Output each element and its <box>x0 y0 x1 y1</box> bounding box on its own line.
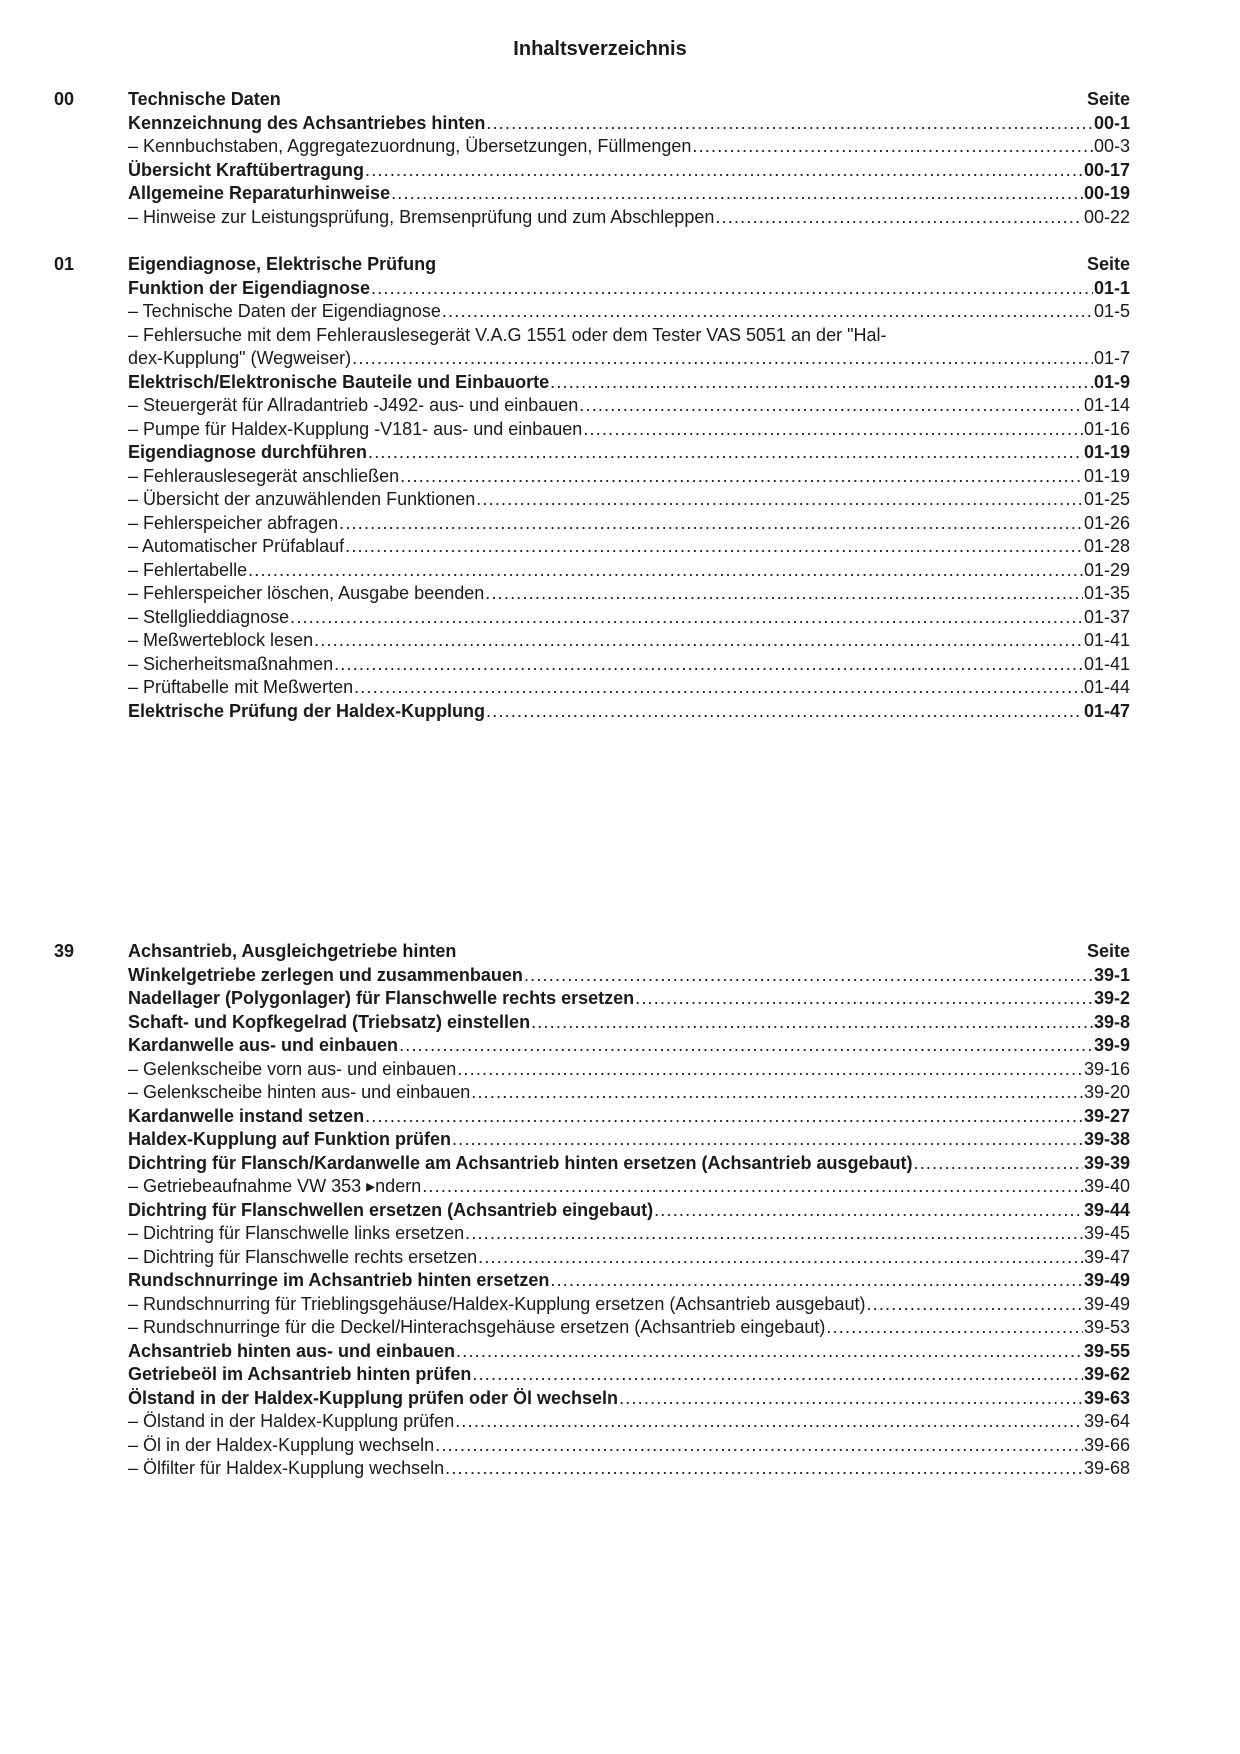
dot-leader <box>314 629 1083 653</box>
section-heading-row <box>128 253 1130 277</box>
entry-page-number: 39-16 <box>1083 1058 1130 1079</box>
entry-page-number: 00-22 <box>1083 206 1130 227</box>
entry-title: Allgemeine Reparaturhinweise <box>128 183 391 203</box>
dot-leader <box>371 277 1093 301</box>
entry-page-number: 39-64 <box>1083 1411 1130 1431</box>
toc-entry[interactable] <box>128 371 1130 395</box>
entry-title: Funktion der Eigendiagnose <box>128 277 371 298</box>
entry-title: – Übersicht der anzuwählenden Funktionen <box>128 489 476 509</box>
dot-leader <box>345 535 1083 559</box>
section-number: 39 <box>54 941 75 961</box>
entry-title: – Ölfilter für Haldex-Kupplung wechseln <box>128 1458 445 1478</box>
section-heading: Eigendiagnose, Elektrische Prüfung <box>128 254 437 274</box>
entry-page-number: 39-68 <box>1083 1458 1130 1478</box>
dot-leader <box>866 1293 1083 1317</box>
dot-leader <box>339 512 1083 536</box>
entry-title: Übersicht Kraftübertragung <box>128 159 365 180</box>
entry-page-number: 01-16 <box>1083 418 1130 439</box>
toc-entry[interactable] <box>128 676 1130 700</box>
entry-page-number: 01-44 <box>1083 677 1130 697</box>
page-column-label: Seite <box>1086 941 1130 961</box>
section-heading: Achsantrieb, Ausgleichgetriebe hinten <box>128 941 457 961</box>
toc-entry[interactable] <box>128 394 1130 418</box>
entry-title: – Technische Daten der Eigendiagnose <box>128 301 441 321</box>
dot-leader <box>400 465 1083 489</box>
dot-leader <box>524 964 1093 988</box>
entry-title: – Rundschnurringe für die Deckel/Hinterachsgehäuse ersetzen (Achsantrieb eingebaut) <box>128 1317 826 1337</box>
entry-page-number: 01-1 <box>1093 277 1130 298</box>
entry-page-number: 01-25 <box>1083 489 1130 509</box>
dot-leader <box>365 159 1083 183</box>
entry-page-number: 01-28 <box>1083 536 1130 556</box>
entry-page-number: 39-27 <box>1083 1105 1130 1126</box>
entry-page-number: 01-7 <box>1093 348 1130 368</box>
entry-title: Schaft- und Kopfkegelrad (Triebsatz) einstellen <box>128 1011 531 1032</box>
dot-leader <box>478 1246 1083 1270</box>
toc-entry[interactable] <box>128 347 1130 371</box>
entry-page-number: 01-41 <box>1083 653 1130 674</box>
entry-page-number: 39-8 <box>1093 1011 1130 1032</box>
dot-leader <box>435 1434 1083 1458</box>
toc-entry[interactable] <box>128 629 1130 653</box>
toc-entry[interactable] <box>128 1081 1130 1105</box>
entry-title: – Fehlersuche mit dem Fehlerauslesegerät V.A.G 1551 oder dem Tester VAS 5051 an der "Hal- <box>128 324 887 345</box>
dot-leader <box>485 582 1083 606</box>
entry-page-number: 01-37 <box>1083 606 1130 627</box>
page-column-label: Seite <box>1086 254 1130 274</box>
entry-page-number: 39-40 <box>1083 1176 1130 1196</box>
entry-title: – Fehlerauslesegerät anschließen <box>128 465 400 486</box>
entry-page-number: 39-20 <box>1083 1082 1130 1102</box>
entry-title: – Automatischer Prüfablauf <box>128 536 345 556</box>
dot-leader <box>654 1199 1083 1223</box>
toc-entry[interactable] <box>128 1269 1130 1293</box>
toc-entry[interactable] <box>128 1175 1130 1199</box>
entry-title: Elektrische Prüfung der Haldex-Kupplung <box>128 700 486 721</box>
toc-entry[interactable] <box>128 159 1130 183</box>
entry-page-number: 01-41 <box>1083 630 1130 650</box>
toc-entry[interactable] <box>128 1410 1130 1434</box>
entry-title: Kardanwelle instand setzen <box>128 1105 365 1126</box>
entry-title: – Gelenkscheibe hinten aus- und einbauen <box>128 1082 471 1102</box>
toc-entry[interactable] <box>128 535 1130 559</box>
dot-leader <box>442 300 1093 324</box>
entry-title: Kardanwelle aus- und einbauen <box>128 1035 399 1055</box>
entry-page-number: 39-45 <box>1083 1223 1130 1243</box>
toc-entry[interactable] <box>128 987 1130 1011</box>
toc-entry[interactable] <box>128 1222 1130 1246</box>
section-entries <box>128 940 1130 1481</box>
entry-title: – Rundschnurring für Trieblingsgehäuse/Haldex-Kupplung ersetzen (Achsantrieb ausgebaut) <box>128 1293 866 1314</box>
toc-entry[interactable] <box>128 1128 1130 1152</box>
entry-page-number: 39-55 <box>1083 1340 1130 1361</box>
entry-page-number: 01-47 <box>1083 700 1130 721</box>
toc-entry[interactable] <box>128 1316 1130 1340</box>
entry-title: – Fehlerspeicher abfragen <box>128 512 339 533</box>
entry-title: – Hinweise zur Leistungsprüfung, Bremsenprüfung und zum Abschleppen <box>128 206 715 227</box>
entry-title: – Gelenkscheibe vorn aus- und einbauen <box>128 1058 457 1079</box>
toc-entry[interactable] <box>128 465 1130 489</box>
entry-page-number: 01-9 <box>1093 371 1130 392</box>
entry-title: Achsantrieb hinten aus- und einbauen <box>128 1340 456 1361</box>
section-heading-row <box>128 88 1130 112</box>
dot-leader <box>457 1058 1083 1082</box>
dot-leader <box>914 1152 1083 1176</box>
entry-page-number: 39-62 <box>1083 1364 1130 1384</box>
entry-title: – Dichtring für Flanschwelle rechts ersetzen <box>128 1246 478 1267</box>
dot-leader <box>486 700 1083 724</box>
entry-title: Eigendiagnose durchführen <box>128 442 368 462</box>
entry-title: Dichtring für Flanschwellen ersetzen (Achsantrieb eingebaut) <box>128 1199 654 1220</box>
section-number: 01 <box>54 254 75 274</box>
entry-title: – Ölstand in der Haldex-Kupplung prüfen <box>128 1411 455 1431</box>
toc-entry[interactable] <box>128 441 1130 465</box>
dot-leader <box>619 1387 1083 1411</box>
entry-title: – Getriebeaufnahme VW 353 ▸ndern <box>128 1176 422 1196</box>
toc-entry-line[interactable] <box>128 324 1130 348</box>
entry-page-number: 00-1 <box>1093 112 1130 133</box>
toc-entry[interactable] <box>128 1105 1130 1129</box>
entry-title: – Kennbuchstaben, Aggregatezuordnung, Übersetzungen, Füllmengen <box>128 136 692 156</box>
dot-leader <box>399 1034 1093 1058</box>
dot-leader <box>452 1128 1083 1152</box>
toc-entry[interactable] <box>128 206 1130 230</box>
entry-page-number: 01-26 <box>1083 512 1130 533</box>
toc-entry[interactable] <box>128 418 1130 442</box>
toc-entry[interactable] <box>128 1058 1130 1082</box>
entry-title: – Stellglieddiagnose <box>128 606 290 627</box>
entry-page-number: 01-35 <box>1083 583 1130 603</box>
entry-title: dex-Kupplung" (Wegweiser) <box>128 348 352 368</box>
entry-page-number: 01-19 <box>1083 442 1130 462</box>
section-heading: Technische Daten <box>128 89 281 109</box>
toc-entry[interactable] <box>128 606 1130 630</box>
entry-title: Elektrisch/Elektronische Bauteile und Einbauorte <box>128 371 550 392</box>
dot-leader <box>334 653 1083 677</box>
entry-title: Kennzeichnung des Achsantriebes hinten <box>128 112 486 133</box>
toc-entry[interactable] <box>128 1434 1130 1458</box>
toc-entry[interactable] <box>128 1152 1130 1176</box>
entry-page-number: 01-19 <box>1083 465 1130 486</box>
section-entries <box>128 253 1130 723</box>
toc-entry[interactable] <box>128 964 1130 988</box>
entry-title: Nadellager (Polygonlager) für Flanschwelle rechts ersetzen <box>128 988 635 1008</box>
toc-entry[interactable] <box>128 582 1130 606</box>
toc-entry[interactable] <box>128 182 1130 206</box>
entry-page-number: 39-2 <box>1093 988 1130 1008</box>
entry-page-number: 39-49 <box>1083 1270 1130 1290</box>
entry-title: – Dichtring für Flanschwelle links ersetzen <box>128 1223 465 1243</box>
dot-leader <box>368 441 1083 465</box>
entry-title: – Prüftabelle mit Meßwerten <box>128 677 354 697</box>
entry-title: – Fehlerspeicher löschen, Ausgabe beenden <box>128 583 485 603</box>
toc-entry[interactable] <box>128 300 1130 324</box>
toc-entry[interactable] <box>128 135 1130 159</box>
entry-page-number: 01-5 <box>1093 301 1130 321</box>
dot-leader <box>290 606 1083 630</box>
dot-leader <box>472 1363 1083 1387</box>
toc-entry[interactable] <box>128 277 1130 301</box>
toc-entry[interactable] <box>128 1199 1130 1223</box>
page-title: Inhaltsverzeichnis <box>513 38 687 60</box>
toc-entry[interactable] <box>128 512 1130 536</box>
toc-entry[interactable] <box>128 653 1130 677</box>
toc-entry[interactable] <box>128 1340 1130 1364</box>
dot-leader <box>692 135 1093 159</box>
toc-entry[interactable] <box>128 488 1130 512</box>
dot-leader <box>579 394 1083 418</box>
toc-entry[interactable] <box>128 1011 1130 1035</box>
entry-title: – Fehlertabelle <box>128 559 248 580</box>
dot-leader <box>365 1105 1083 1129</box>
toc-entry[interactable] <box>128 1363 1130 1387</box>
entry-title: Getriebeöl im Achsantrieb hinten prüfen <box>128 1364 472 1384</box>
entry-page-number: 39-39 <box>1083 1152 1130 1173</box>
dot-leader <box>531 1011 1093 1035</box>
dot-leader <box>715 206 1083 230</box>
dot-leader <box>455 1410 1083 1434</box>
entry-page-number: 39-66 <box>1083 1434 1130 1455</box>
dot-leader <box>471 1081 1083 1105</box>
toc-entry[interactable] <box>128 559 1130 583</box>
dot-leader <box>550 371 1093 395</box>
entry-page-number: 39-49 <box>1083 1293 1130 1314</box>
entry-page-number: 39-38 <box>1083 1129 1130 1149</box>
dot-leader <box>486 112 1093 136</box>
dot-leader <box>422 1175 1083 1199</box>
dot-leader <box>456 1340 1083 1364</box>
dot-leader <box>465 1222 1083 1246</box>
entry-page-number: 01-14 <box>1083 395 1130 415</box>
entry-title: – Öl in der Haldex-Kupplung wechseln <box>128 1434 435 1455</box>
section-number: 00 <box>54 89 75 109</box>
toc-entry[interactable] <box>128 112 1130 136</box>
section-heading-row <box>128 940 1130 964</box>
entry-page-number: 39-47 <box>1083 1246 1130 1267</box>
toc-entry[interactable] <box>128 1246 1130 1270</box>
dot-leader <box>635 987 1093 1011</box>
entry-page-number: 39-63 <box>1083 1387 1130 1408</box>
toc-entry[interactable] <box>128 1387 1130 1411</box>
entry-title: Winkelgetriebe zerlegen und zusammenbauen <box>128 964 523 985</box>
entry-title: Rundschnurringe im Achsantrieb hinten ersetzen <box>128 1270 550 1290</box>
entry-page-number: 00-17 <box>1083 159 1130 180</box>
dot-leader <box>583 418 1083 442</box>
entry-page-number: 00-3 <box>1093 136 1130 156</box>
entry-title: Dichtring für Flansch/Kardanwelle am Achsantrieb hinten ersetzen (Achsantrieb ausgebaut) <box>128 1152 913 1173</box>
dot-leader <box>826 1316 1083 1340</box>
entry-title: Haldex-Kupplung auf Funktion prüfen <box>128 1129 451 1149</box>
dot-leader <box>476 488 1083 512</box>
entry-title: – Pumpe für Haldex-Kupplung -V181- aus- und einbauen <box>128 418 583 439</box>
toc-entry[interactable] <box>128 1293 1130 1317</box>
entry-title: Ölstand in der Haldex-Kupplung prüfen oder Öl wechseln <box>128 1387 619 1408</box>
dot-leader <box>354 676 1083 700</box>
dot-leader <box>445 1457 1083 1481</box>
dot-leader <box>248 559 1083 583</box>
section-entries <box>128 88 1130 229</box>
entry-page-number: 39-1 <box>1093 964 1130 985</box>
dot-leader <box>391 182 1083 206</box>
entry-page-number: 00-19 <box>1083 183 1130 203</box>
toc-entry[interactable] <box>128 700 1130 724</box>
entry-title: – Meßwerteblock lesen <box>128 630 314 650</box>
entry-page-number: 39-9 <box>1093 1035 1130 1055</box>
toc-entry[interactable] <box>128 1034 1130 1058</box>
entry-page-number: 01-29 <box>1083 559 1130 580</box>
dot-leader <box>550 1269 1083 1293</box>
page-column-label: Seite <box>1086 89 1130 109</box>
entry-page-number: 39-53 <box>1083 1317 1130 1337</box>
entry-title: – Sicherheitsmaßnahmen <box>128 653 334 674</box>
toc-entry[interactable] <box>128 1457 1130 1481</box>
entry-page-number: 39-44 <box>1083 1199 1130 1220</box>
entry-title: – Steuergerät für Allradantrieb -J492- aus- und einbauen <box>128 395 579 415</box>
dot-leader <box>352 347 1093 371</box>
